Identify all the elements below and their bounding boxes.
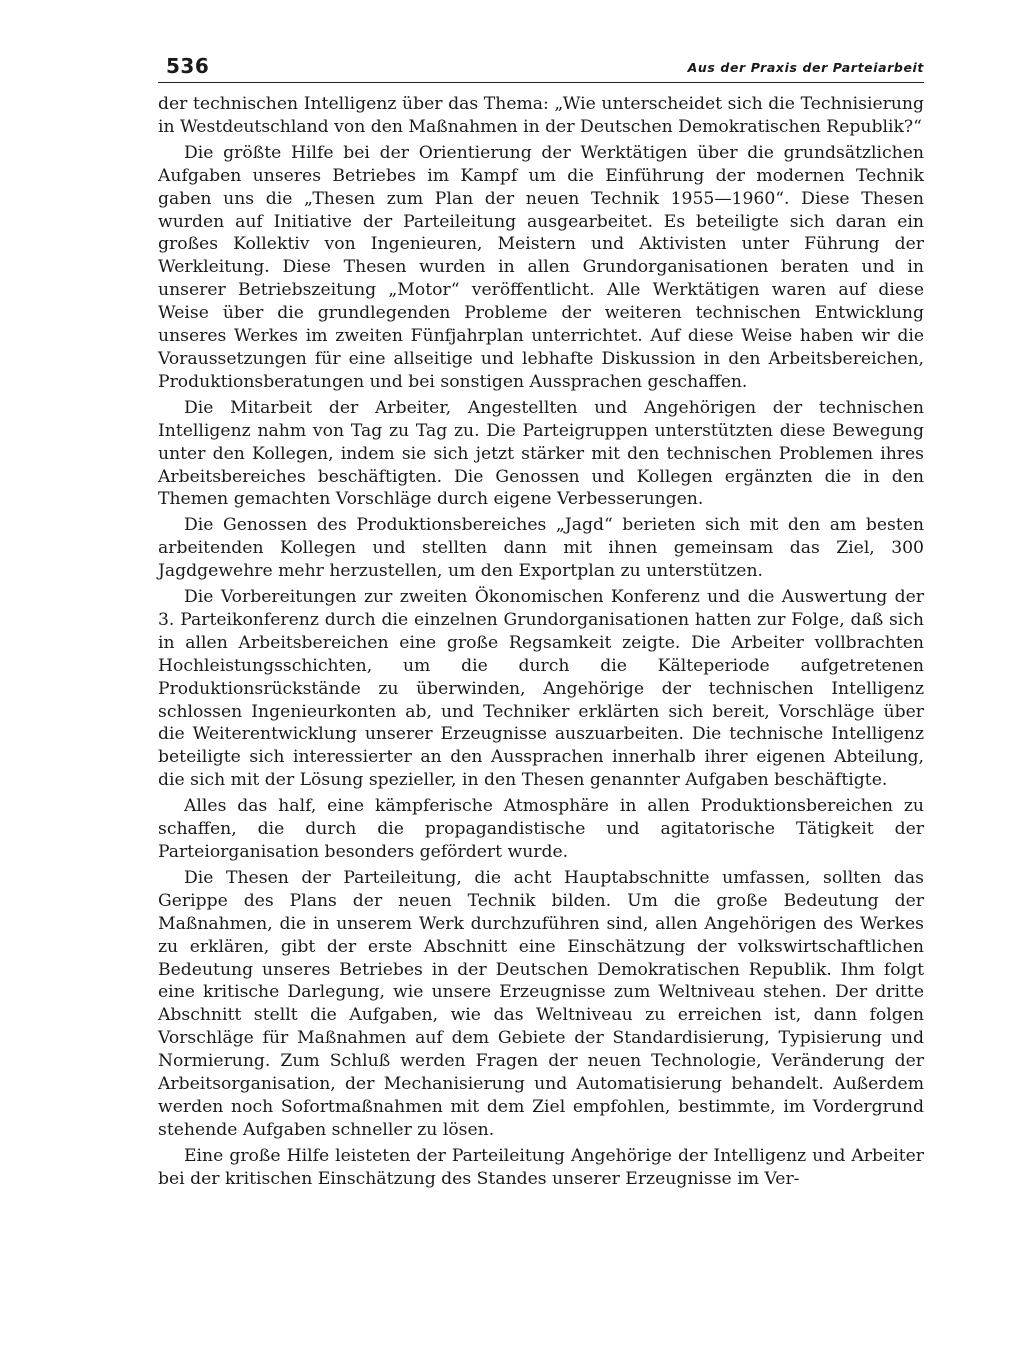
document-page xyxy=(158,54,924,1194)
paragraph: Die Thesen der Parteileitung, die acht Hauptabschnitte umfassen, sollten das Gerippe des Plans der neuen Technik bilden. Um die große Bedeutung der Maßnahmen, die in unserem Werk durchzuführen sind, allen Angehörigen des Werkes zu erklären, gibt der erste Abschnitt eine Einschätzung der volkswirtschaftlichen Bedeutung unseres Betriebes in der Deutschen Demokratischen Republik. Ihm folgt eine kritische Darlegung, wie unsere Erzeugnisse zum Weltniveau stehen. Der dritte Abschnitt stellt die Aufgaben, wie das Weltniveau zu erreichen ist, dann folgen Vorschläge für Maßnahmen auf dem Gebiete der Standardisierung, Typisierung und Normierung. Zum Schluß werden Fragen der neuen Technologie, Veränderung der Arbeitsorganisation, der Mechanisierung und Automatisierung behandelt. Außerdem werden noch Sofortmaßnahmen mit dem Ziel empfohlen, bestimmte, im Vordergrund stehende Aufgaben schneller zu lösen. xyxy=(158,867,924,1140)
paragraph: Eine große Hilfe leisteten der Parteileitung Angehörige der Intelligenz und Arbeiter bei der kritischen Einschätzung des Standes unserer Erzeugnisse im Ver- xyxy=(158,1145,924,1189)
page-header xyxy=(158,54,924,83)
running-head: Aus der Praxis der Parteiarbeit xyxy=(687,60,924,75)
paragraph: Die größte Hilfe bei der Orientierung der Werktätigen über die grundsätzlichen Aufgaben unseres Betriebes im Kampf um die Einführung der modernen Technik gaben uns die „Thesen zum Plan der neuen Technik 1955—1960“. Diese Thesen wurden auf Initiative der Parteileitung ausgearbeitet. Es beteiligte sich daran ein großes Kollektiv von Ingenieuren, Meistern und Aktivisten unter Führung der Werkleitung. Diese Thesen wurden in allen Grundorganisationen beraten und in unserer Betriebszeitung „Motor“ veröffentlicht. Alle Werktätigen waren auf diese Weise über die grundlegenden Probleme der weiteren technischen Entwicklung unseres Werkes im zweiten Fünfjahrplan unterrichtet. Auf diese Weise haben wir die Voraussetzungen für eine allseitige und lebhafte Diskussion in den Arbeitsbereichen, Produktionsberatungen und bei sonstigen Aussprachen geschaffen. xyxy=(158,142,924,392)
paragraph: Alles das half, eine kämpferische Atmosphäre in allen Produktionsbereichen zu schaffen, die durch die propagandistische und agitatorische Tätigkeit der Parteiorganisation besonders gefördert wurde. xyxy=(158,796,924,862)
page-number: 536 xyxy=(166,54,210,78)
paragraph: Die Genossen des Produktionsbereiches „Jagd“ berieten sich mit den am besten arbeitenden Kollegen und stellten dann mit ihnen gemeinsam das Ziel, 300 Jagdgewehre mehr herzustellen, um den Exportplan zu unterstützen. xyxy=(158,515,924,582)
paragraph: Die Vorbereitungen zur zweiten Ökonomischen Konferenz und die Auswertung der 3. Parteikonferenz durch die einzelnen Grundorganisationen hatten zur Folge, daß sich in allen Arbeitsbereichen eine große Regsamkeit zeigte. Die Arbeiter vollbrachten Hochleistungsschichten, um die durch die Kälteperiode aufgetretenen Produktionsrückstände zu überwinden, Angehörige der technischen Intelligenz schlossen Ingenieurkonten ab, und Techniker erklärten sich bereit, Vorschläge über die Weiterentwicklung unserer Erzeugnisse auszuarbeiten. Die technische Intelligenz beteiligte sich interessierter an den Aussprachen innerhalb ihrer eigenen Abteilung, die sich mit der Lösung spezieller, in den Thesen genannter Aufgaben beschäftigte. xyxy=(158,587,924,791)
paragraph: Die Mitarbeit der Arbeiter, Angestellten und Angehörigen der technischen Intelligenz nahm von Tag zu Tag zu. Die Parteigruppen unterstützten diese Bewegung unter den Kollegen, indem sie sich jetzt stärker mit den technischen Problemen ihres Arbeitsbereiches beschäftigten. Die Genossen und Kollegen ergänzten die in den Themen gemachten Vorschläge durch eigene Verbesserungen. xyxy=(158,397,924,510)
paragraph: der technischen Intelligenz über das Thema: „Wie unterscheidet sich die Technisierung in Westdeutschland von den Maßnahmen in der Deutschen Demokratischen Republik?“ xyxy=(158,94,924,137)
body-text xyxy=(158,93,924,1191)
